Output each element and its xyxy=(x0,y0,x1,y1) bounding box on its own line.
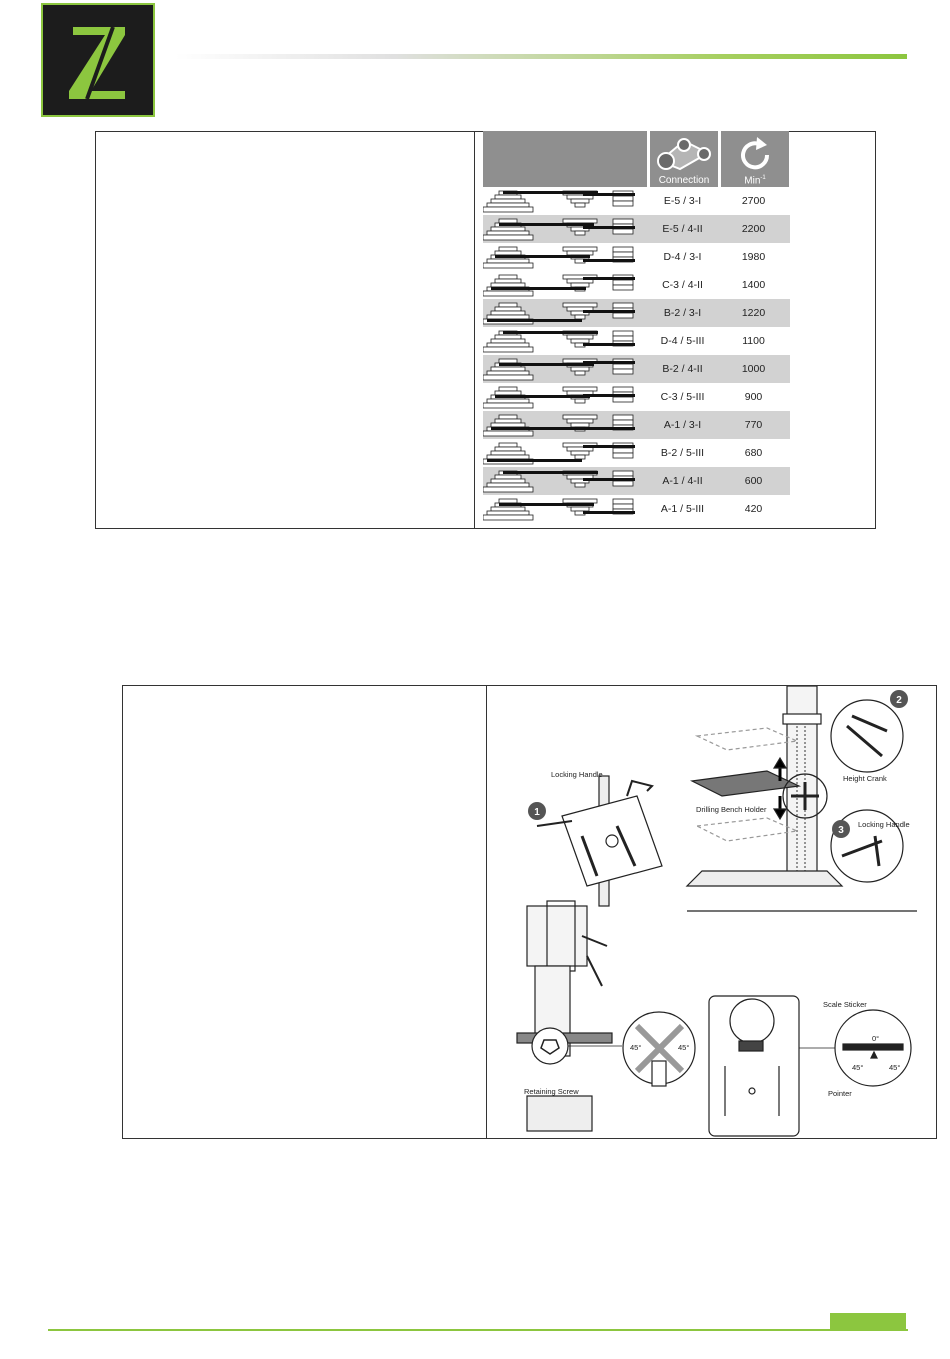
drill-table-adjustment-figure xyxy=(487,686,936,1138)
retaining-screw-label: Retaining Screw xyxy=(524,1087,579,1096)
speed-table-row xyxy=(483,243,790,271)
belt-diagram xyxy=(483,467,647,495)
scale-zero-label: 0° xyxy=(872,1034,880,1043)
scale-sticker-label: Scale Sticker xyxy=(823,1000,867,1009)
belt-diagram xyxy=(483,355,647,383)
connection-cell: E-5 / 3-I xyxy=(663,195,702,207)
table-bracket xyxy=(527,906,587,966)
belt-diagram xyxy=(483,299,647,327)
step-2-text: 2 xyxy=(896,695,902,706)
speed-table-row xyxy=(483,215,790,243)
connection-cell: B-2 / 5-III xyxy=(660,447,705,459)
connection-cell: D-4 / 3-I xyxy=(663,251,702,263)
speed-cell: 1220 xyxy=(741,307,766,319)
header-connection xyxy=(650,131,718,187)
speed-cell: 2200 xyxy=(741,223,766,235)
speed-cell: 1400 xyxy=(741,279,766,291)
connection-cell: E-5 / 4-II xyxy=(662,223,703,235)
belt-diagram xyxy=(483,215,647,243)
speed-cell: 600 xyxy=(744,475,763,487)
belt-diagram xyxy=(483,495,647,523)
table-ghost-down xyxy=(697,818,797,841)
belt-diagram xyxy=(483,271,647,299)
belt-diagram xyxy=(483,383,647,411)
angle-45-a-label: 45° xyxy=(630,1043,642,1052)
page-number-tab xyxy=(830,1313,906,1330)
connection-cell: A-1 / 5-III xyxy=(660,503,705,515)
header-speed-label: Min$^{-1}$ xyxy=(744,174,766,186)
pulley-icon xyxy=(650,131,718,175)
speed-table-row xyxy=(483,271,790,299)
belt-diagram xyxy=(483,327,647,355)
speed-table-body xyxy=(483,187,790,523)
scale-plate xyxy=(709,996,799,1136)
connection-cell: A-1 / 3-I xyxy=(663,419,702,431)
z-logo-icon xyxy=(43,5,153,115)
connection-cell: C-3 / 5-III xyxy=(660,391,705,403)
belt-diagram xyxy=(483,439,647,467)
speed-cell: 1980 xyxy=(741,251,766,263)
speed-table-row xyxy=(483,327,790,355)
base-shape xyxy=(687,871,842,886)
speed-cell: 1100 xyxy=(742,335,765,347)
speed-table-row xyxy=(483,439,790,467)
belt-diagram xyxy=(483,411,647,439)
brand-logo xyxy=(41,3,155,117)
scale-45-left-label: 45° xyxy=(852,1063,864,1072)
speed-table-row xyxy=(483,495,790,523)
locking-handle-label: Locking Handle xyxy=(551,770,603,779)
speed-table-row xyxy=(483,299,790,327)
speed-cell: 1000 xyxy=(741,363,766,375)
connection-cell: C-3 / 4-II xyxy=(662,279,703,291)
speed-table xyxy=(483,131,790,523)
header-connection-label: Connection xyxy=(658,175,710,186)
header-divider xyxy=(175,54,907,59)
connection-cell: B-2 / 4-II xyxy=(662,363,703,375)
connection-cell: D-4 / 5-III xyxy=(660,335,705,347)
speed-cell: 770 xyxy=(744,419,763,431)
speed-table-row xyxy=(483,383,790,411)
header-belt-column xyxy=(483,131,647,187)
belt-diagram xyxy=(483,187,647,215)
speed-section-divider xyxy=(474,131,475,529)
drilling-bench-holder-label: Drilling Bench Holder xyxy=(696,805,767,814)
step-1-text: 1 xyxy=(534,807,540,818)
base-foot xyxy=(527,1096,592,1131)
header-speed xyxy=(721,131,789,187)
table-ghost-up xyxy=(697,728,797,750)
scale-45-right-label: 45° xyxy=(889,1063,901,1072)
angle-45-b-label: 45° xyxy=(678,1043,690,1052)
speed-cell: 900 xyxy=(744,391,763,403)
belt-diagram xyxy=(483,243,647,271)
speed-table-row xyxy=(483,467,790,495)
speed-cell: 680 xyxy=(744,447,763,459)
height-crank-label: Height Crank xyxy=(843,774,887,783)
step-3-text: 3 xyxy=(838,825,844,836)
tilted-table xyxy=(562,796,662,886)
speed-cell: 2700 xyxy=(741,195,766,207)
speed-table-row xyxy=(483,355,790,383)
connection-cell: B-2 / 3-I xyxy=(663,307,702,319)
rotation-icon xyxy=(721,131,789,175)
crank-handle xyxy=(627,781,652,796)
speed-table-row xyxy=(483,411,790,439)
pointer-label: Pointer xyxy=(828,1089,852,1098)
connection-cell: A-1 / 4-II xyxy=(662,475,703,487)
speed-table-row xyxy=(483,187,790,215)
zoom-circle-2 xyxy=(831,700,903,772)
footer-divider xyxy=(48,1329,908,1331)
speed-table-header xyxy=(483,131,790,187)
locking-handle-label-2: Locking Handle xyxy=(858,820,910,829)
speed-cell: 420 xyxy=(744,503,763,515)
